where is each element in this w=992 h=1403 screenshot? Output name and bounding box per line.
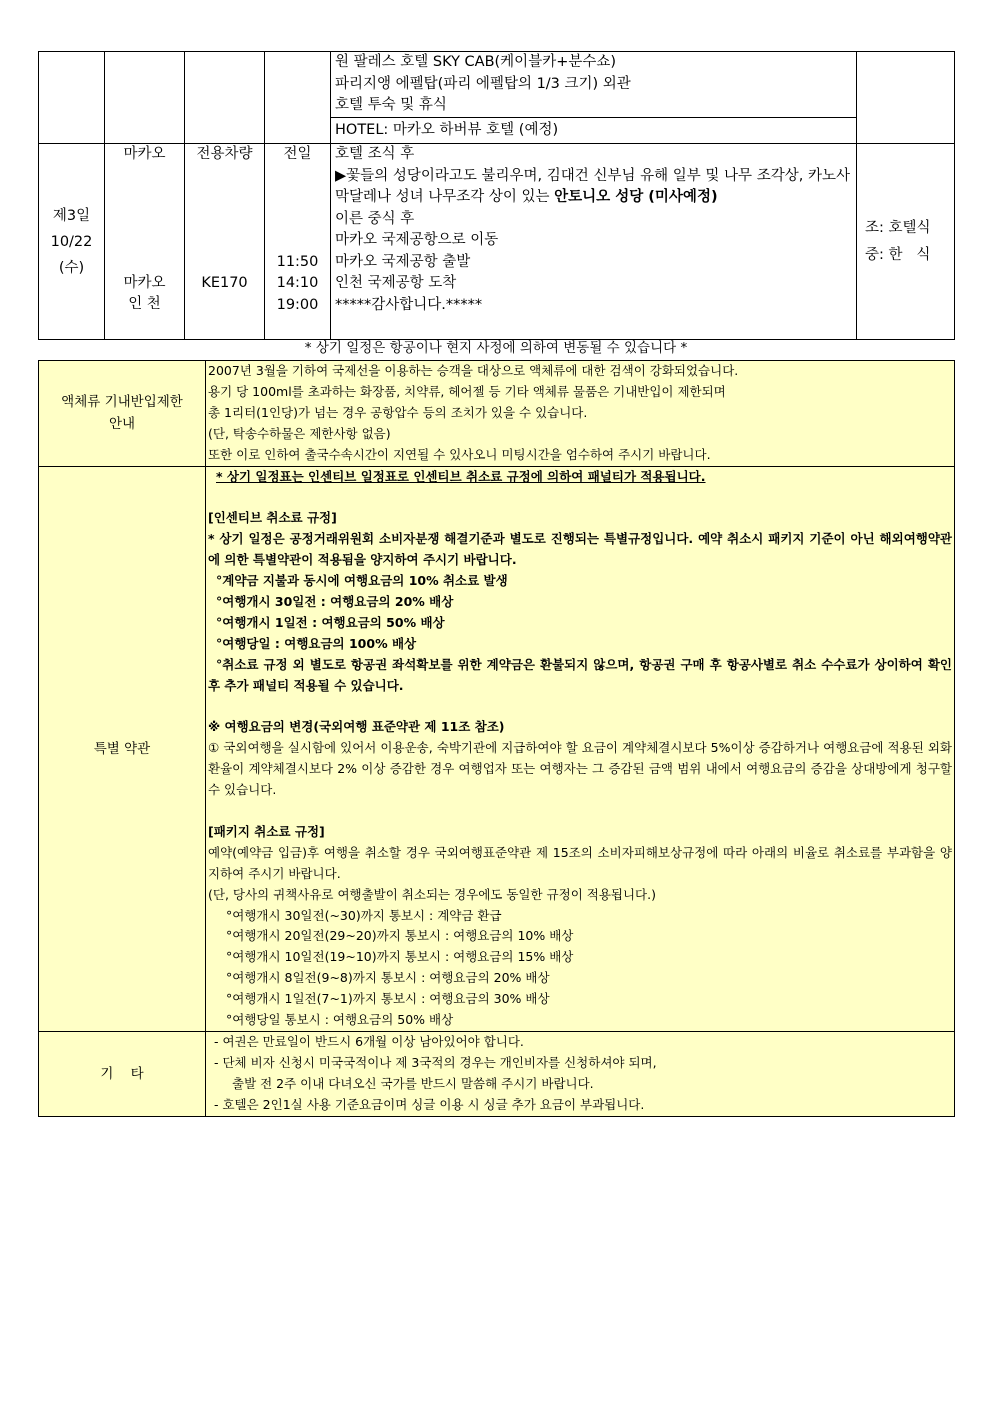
day-cell-empty <box>39 52 105 144</box>
incentive-title: [인센티브 취소료 규정] <box>208 510 337 526</box>
liquid-line: (단, 탁송수하물은 제한사항 없음) <box>208 425 391 441</box>
liquid-row <box>39 361 955 467</box>
meal-cell-empty <box>857 52 955 144</box>
day-cell <box>39 144 105 340</box>
schedule-desc-text: ▶꽃들의 성당이라고도 불리우며, 김대건 신부님 유해 일부 및 나무 조각상, 카노사 막달레나 성녀 나무조각 상이 있는 <box>335 167 850 205</box>
liquid-content <box>206 361 955 467</box>
package-title: [패키지 취소료 규정] <box>208 823 325 839</box>
time-label: 전일 <box>283 146 312 162</box>
liquid-line: 용기 당 100ml를 초과하는 화장품, 치약류, 헤어젤 등 기타 액체류 물품은 기내반입이 제한되며 <box>208 383 726 399</box>
incentive-item: °계약금 지불과 동시에 여행요금의 10% 취소료 발생 <box>216 573 508 589</box>
info-table <box>38 360 955 1117</box>
schedule-line: *****감사합니다.***** <box>335 296 483 313</box>
church-name: 안토니오 성당 (미사예정) <box>554 189 718 205</box>
meal-label: 조: 호텔식 <box>865 219 931 236</box>
date-label: 10/22 <box>50 233 93 250</box>
misc-row <box>39 1031 955 1116</box>
city-label: 마카오 <box>123 146 166 162</box>
liquid-line: 총 1리터(1인당)가 넘는 경우 공항압수 등의 조치가 있을 수 있습니다. <box>208 404 588 420</box>
misc-line: - 단체 비자 신청시 미국국적이나 제 3국적의 경우는 개인비자를 신청하셔야 되며, <box>214 1054 657 1070</box>
liquid-line: 2007년 3월을 기하여 국제선을 이용하는 승객을 대상으로 액체류에 대한 검색이 강화되었습니다. <box>208 363 739 378</box>
time-label: 14:10 <box>276 275 319 291</box>
package-item: °여행당일 통보시 : 여행요금의 50% 배상 <box>226 1012 454 1028</box>
city-cell-empty <box>105 52 185 144</box>
schedule-line: 이른 중식 후 <box>335 210 415 227</box>
package-note: (단, 당사의 귀책사유로 여행출발이 취소되는 경우에도 동일한 규정이 적용됩니다.) <box>208 886 656 902</box>
itinerary-row-day3 <box>39 144 955 340</box>
weekday-label: (수) <box>58 259 85 276</box>
incentive-intro: * 상기 일정은 공정거래위원회 소비자분쟁 해결기준과 별도로 진행되는 특별규정입니다. 예약 취소시 패키지 기준이 아닌 해외여행약관에 의한 특별약관이 적용됨을 양지하여 주시기 바랍니다. <box>208 531 952 568</box>
special-label: 특별 약관 <box>39 466 206 1031</box>
fare-title: ※ 여행요금의 변경(국외여행 표준약관 제 11조 참조) <box>208 719 505 735</box>
fare-body: ① 국외여행을 실시함에 있어서 이용운송, 숙박기관에 지급하여야 할 요금이 계약체결시보다 5%이상 증감하거나 여행요금에 적용된 외화환율이 계약체결시보다 2% 이상 증감한 경우 여행업자 또는 여행자는 그 증감된 금액 범위 내에서 여행요금의 증감을 상대방에게 청구할 수 있습니다. <box>208 740 952 798</box>
schedule-line: 마카오 국제공항 출발 <box>335 253 471 270</box>
city-label: 마카오 <box>123 274 166 291</box>
schedule-line: 마카오 국제공항으로 이동 <box>335 232 499 248</box>
package-item: °여행개시 30일전(~30)까지 통보시 : 계약금 환급 <box>226 907 502 923</box>
liquid-label-cell <box>39 361 206 467</box>
itinerary-table <box>38 51 955 340</box>
schedule-cell-prev <box>331 52 857 144</box>
special-headline: * 상기 일정표는 인센티브 일정표로 인센티브 취소료 규정에 의하여 패널티가 적용됩니다. <box>216 468 706 484</box>
package-item: °여행개시 10일전(19~10)까지 통보시 : 여행요금의 15% 배상 <box>226 949 574 965</box>
misc-line: - 호텔은 2인1실 사용 기준요금이며 싱글 이용 시 싱글 추가 요금이 부과됩니다. <box>214 1096 645 1112</box>
schedule-line: 원 팔레스 호텔 SKY CAB(케이블카+분수쇼) <box>335 54 617 70</box>
incentive-item: °여행당일 : 여행요금의 100% 배상 <box>216 635 417 651</box>
liquid-label: 안내 <box>108 416 136 433</box>
special-row <box>39 466 955 1031</box>
schedule-line: 호텔 투숙 및 휴식 <box>335 97 447 113</box>
misc-line: 출발 전 2주 이내 다녀오신 국가를 반드시 말씀해 주시기 바랍니다. <box>232 1075 594 1091</box>
misc-line: - 여권은 만료일이 반드시 6개월 이상 남아있어야 합니다. <box>214 1033 524 1049</box>
day-label: 제3일 <box>52 207 91 224</box>
schedule-notice: * 상기 일정은 항공이나 현지 사정에 의하여 변동될 수 있습니다 * <box>304 340 688 356</box>
package-item: °여행개시 20일전(29~20)까지 통보시 : 여행요금의 10% 배상 <box>226 928 574 944</box>
incentive-extra: °취소료 규정 외 별도로 항공권 좌석확보를 위한 계약금은 환불되지 않으며, 항공권 구매 후 항공사별로 취소 수수료가 상이하여 확인 후 추가 패널티 적용될 수 있습니다. <box>208 656 952 693</box>
time-cell <box>265 144 331 340</box>
transport-cell-empty <box>185 52 265 144</box>
schedule-line: 파리지앵 에펠탑(파리 에펠탑의 1/3 크기) 외관 <box>335 75 631 92</box>
package-item: °여행개시 8일전(9~8)까지 통보시 : 여행요금의 20% 배상 <box>226 970 550 986</box>
schedule-description <box>331 166 856 209</box>
time-label: 19:00 <box>276 296 319 313</box>
time-label: 11:50 <box>276 253 319 270</box>
meal-label: 중: 한 식 <box>865 246 931 263</box>
meal-cell <box>857 144 955 340</box>
transport-cell <box>185 144 265 340</box>
misc-content <box>206 1031 955 1116</box>
liquid-line: 또한 이로 인하여 출국수속시간이 지연될 수 있사오니 미팅시간을 엄수하여 주시기 바랍니다. <box>208 446 711 462</box>
misc-label: 기 타 <box>39 1031 206 1116</box>
flight-label: KE170 <box>201 274 248 291</box>
city-label: 인 천 <box>128 296 161 312</box>
package-item: °여행개시 1일전(7~1)까지 통보시 : 여행요금의 30% 배상 <box>226 991 550 1007</box>
incentive-item: °여행개시 1일전 : 여행요금의 50% 배상 <box>216 614 445 630</box>
incentive-item: °여행개시 30일전 : 여행요금의 20% 배상 <box>216 593 454 609</box>
transport-label: 전용차량 <box>196 146 253 162</box>
schedule-cell-day3 <box>331 144 857 340</box>
city-cell <box>105 144 185 340</box>
time-cell-empty <box>265 52 331 144</box>
special-content <box>206 466 955 1031</box>
schedule-line: 호텔 조식 후 <box>335 146 415 162</box>
package-body: 예약(예약금 입금)후 여행을 취소할 경우 국외여행표준약관 제 15조의 소비자피해보상규정에 따라 아래의 비율로 취소료를 부과함을 양지하여 주시기 바랍니다. <box>208 844 952 881</box>
liquid-label: 액체류 기내반입제한 <box>61 394 183 411</box>
itinerary-row-prev <box>39 52 955 144</box>
schedule-line: 인천 국제공항 도착 <box>335 275 457 291</box>
hotel-line: HOTEL: 마카오 하버뷰 호텔 (예정) <box>331 117 856 142</box>
